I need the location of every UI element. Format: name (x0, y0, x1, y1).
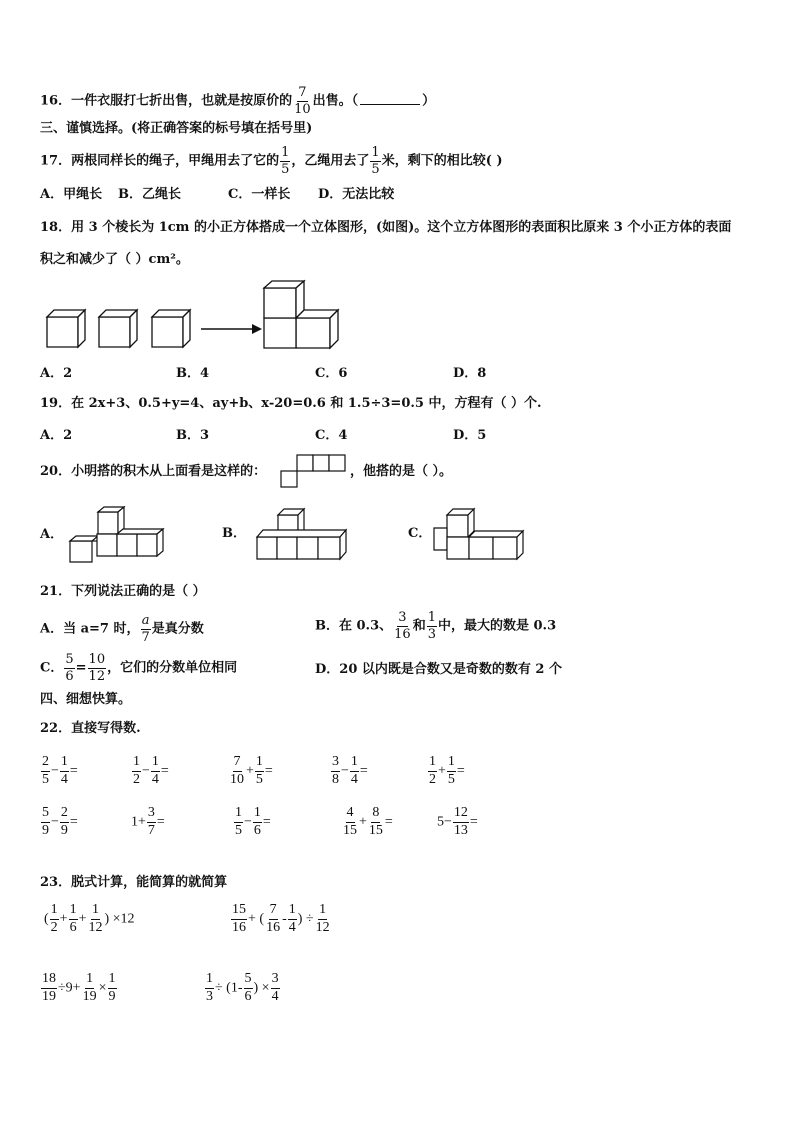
option-b[interactable]: B． (222, 526, 246, 541)
option-text: B．在 0.3、 (315, 618, 393, 634)
option-a[interactable]: A．2 (40, 366, 73, 381)
expression: $\frac{1}{2}$ + $\frac{1}{5}$ = (429, 754, 465, 787)
figure-a (70, 507, 163, 562)
option-b[interactable]: B．乙绳长 (118, 187, 181, 202)
expression: $\frac{18}{19}$ ÷9+ $\frac{1}{19}$ × $\frac{1}{9}$ (42, 971, 116, 1004)
option-c[interactable] (40, 653, 237, 683)
expression: ( $\frac{1}{2}$ + $\frac{1}{6}$ + $\frac{1}{12}$ ) ×12 (44, 902, 135, 935)
question-text: ，乙绳用去了 (291, 153, 370, 169)
fraction: $\frac{10}{12}$ (88, 652, 106, 684)
option-text: 中，最大的数是 0.3 (437, 618, 557, 634)
expression: $\frac{7}{10}$ + $\frac{1}{5}$ = (230, 754, 273, 787)
fraction: $\frac{1}{3}$ (427, 610, 436, 642)
option-a[interactable] (40, 614, 204, 644)
option-text: 和 (412, 618, 426, 634)
fraction: $\frac{1}{5}$ (371, 145, 380, 177)
question-text: 一件衣服打七折出售，也就是按原价的 (71, 93, 293, 109)
option-d[interactable]: D．20 以内既是合数又是奇数的数有 2 个 (315, 662, 562, 677)
question-text: 两根同样长的绳子，甲绳用去了它的 (71, 153, 280, 169)
expression: $\frac{15}{16}$ + ( $\frac{7}{16}$ - $\frac{1}{4}$ ) ÷ $\frac{1}{12}$ (232, 902, 330, 935)
expression: $\frac{2}{5}$ − $\frac{1}{4}$ = (42, 754, 78, 787)
option-text: = (75, 660, 87, 676)
expression: $\frac{4}{15}$ + $\frac{8}{15}$ = (343, 805, 393, 838)
option-b[interactable]: B．3 (176, 428, 210, 443)
expression: $\frac{3}{8}$ − $\frac{1}{4}$ = (332, 754, 368, 787)
question-21: 21．下列说法正确的是（ ） (40, 584, 206, 599)
figure-c (434, 509, 523, 559)
question-20-text: 20．小明搭的积木从上面看是这样的： (40, 464, 267, 479)
option-d[interactable]: D．无法比较 (318, 187, 395, 202)
question-text: 出售。（ (312, 93, 359, 109)
option-a[interactable]: A．甲绳长 (40, 187, 103, 202)
fraction: $\frac{7}{10}$ (294, 85, 311, 117)
option-a[interactable]: A． (40, 527, 64, 542)
fraction: $\frac{a}{7}$ (141, 613, 150, 645)
expression: 5− $\frac{12}{13}$ = (437, 805, 478, 838)
question-20-text: ，他搭的是（ ）。 (350, 464, 453, 479)
option-d[interactable]: D．5 (453, 428, 487, 443)
option-text: A．当 a=7 时， (40, 621, 140, 637)
fraction: $\frac{5}{6}$ (65, 652, 74, 684)
fraction: $\frac{1}{5}$ (281, 145, 290, 177)
question-18-line1: 18．用 3 个棱长为 1cm 的小正方体搭成一个立体图形，(如图)。这个立方体图形的表面积比原来 3 个小正方体的表面 (40, 220, 732, 235)
figure-b (257, 509, 346, 559)
question-18-line2: 积之和减少了（ ）cm²。 (40, 252, 189, 267)
option-text: C． (40, 660, 64, 676)
expression: $\frac{1}{2}$ − $\frac{1}{4}$ = (133, 754, 169, 787)
option-a[interactable]: A．2 (40, 428, 73, 443)
option-c[interactable]: C．6 (315, 366, 348, 381)
question-22: 22．直接写得数. (40, 721, 141, 736)
option-text: 是真分数 (151, 621, 204, 637)
option-d[interactable]: D．8 (453, 366, 487, 381)
question-number: 17． (40, 153, 72, 169)
section-heading-3: 三、谨慎选择。(将正确答案的标号填在括号里) (40, 121, 313, 136)
question-23: 23．脱式计算，能简算的就简算 (40, 875, 228, 890)
fraction: $\frac{3}{16}$ (394, 610, 411, 642)
expression: $\frac{5}{9}$ − $\frac{2}{9}$ = (42, 805, 78, 838)
question-number: 16． (40, 93, 72, 109)
expression: 1+ $\frac{3}{7}$ = (131, 805, 165, 838)
option-b[interactable]: B．4 (176, 366, 210, 381)
option-c[interactable]: C．4 (315, 428, 348, 443)
option-c[interactable]: C． (408, 526, 432, 541)
expression: $\frac{1}{3}$ ÷ (1- $\frac{5}{6}$ ) × $\frac{3}{4}$ (206, 971, 279, 1004)
option-c[interactable]: C．一样长 (228, 187, 291, 202)
expression: $\frac{1}{5}$ − $\frac{1}{6}$ = (235, 805, 271, 838)
section-heading-4: 四、细想快算。 (40, 692, 132, 707)
question-text: 米，剩下的相比较( ) (381, 153, 503, 169)
question-text: ） (422, 93, 436, 109)
option-text: ，它们的分数单位相同 (107, 660, 238, 676)
option-b[interactable] (315, 611, 556, 641)
question-19: 19．在 2x+3、0.5+y=4、ay+b、x-20=0.6 和 1.5÷3=0.5 中，方程有（ ）个. (40, 396, 542, 411)
